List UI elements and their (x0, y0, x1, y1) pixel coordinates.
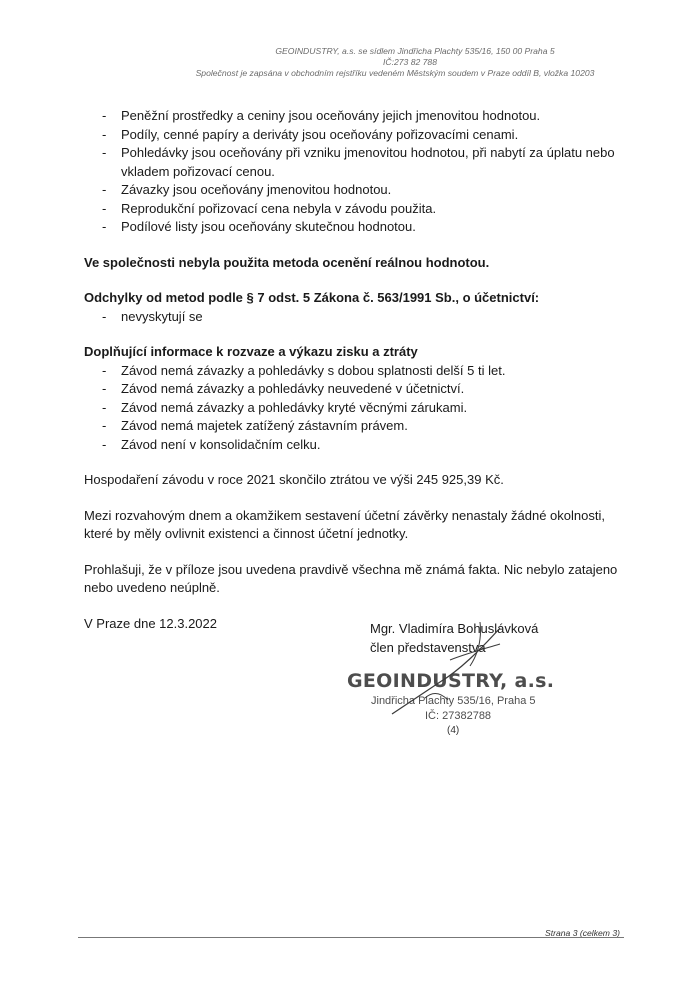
company-stamp (343, 668, 603, 748)
stamp-address: Jindřicha Plachty 535/16, Praha 5 (371, 695, 536, 707)
list-item: - nevyskytují se (84, 308, 624, 327)
list-item: - Závod nemá závazky a pohledávky kryté věcnými zárukami. (84, 399, 624, 418)
letterhead-company-line: GEOINDUSTRY, a.s. se sídlem Jindřicha Plachty 535/16, 150 00 Praha 5 (275, 46, 555, 56)
events-paragraph: Mezi rozvahovým dnem a okamžikem sestavení účetní závěrky nenastaly žádné okolnosti, které by měly ovlivnit existenci a činnost účetní jednotky. (84, 507, 605, 541)
document-body (84, 107, 624, 633)
page-number: Strana 3 (celkem 3) (545, 928, 620, 938)
list-item: - Závazky jsou oceňovány jmenovitou hodnotou. (84, 181, 624, 200)
supplementary-list (84, 362, 624, 455)
signatory-role: člen představenstva (370, 639, 486, 655)
signatory-block (370, 620, 630, 657)
list-item: - Podílové listy jsou oceňovány skutečnou hodnotou. (84, 218, 624, 237)
letterhead-ico-line: IČ:273 82 788 (383, 57, 437, 67)
signatory-name: Mgr. Vladimíra Bohuslávková (370, 621, 539, 636)
list-item: - Peněžní prostředky a ceniny jsou oceňovány jejich jmenovitou hodnotou. (84, 107, 624, 126)
fair-value-statement: Ve společnosti nebyla použita metoda ocenění reálnou hodnotou. (84, 254, 490, 270)
list-item: - Pohledávky jsou oceňovány při vzniku jmenovitou hodnotou, při nabytí za úplatu nebo vkladem pořizovací cenou. (84, 144, 624, 181)
list-item: - Reprodukční pořizovací cena nebyla v závodu použita. (84, 200, 624, 219)
result-paragraph: Hospodaření závodu v roce 2021 skončilo ztrátou ve výši 245 925,39 Kč. (84, 472, 504, 487)
stamp-company-name: GEOINDUSTRY, a.s. (347, 670, 555, 692)
stamp-ico: IČ: 27382788 (425, 710, 492, 722)
deviations-list (84, 308, 624, 327)
list-item: - Podíly, cenné papíry a deriváty jsou oceňovány pořizovacími cenami. (84, 126, 624, 145)
letterhead-registry-line: Společnost je zapsána v obchodním rejstříku vedeném Městským soudem v Praze oddíl B, vložka 10203 (195, 68, 595, 78)
list-item: - Závod není v konsolidačním celku. (84, 436, 624, 455)
declaration-paragraph: Prohlašuji, že v příloze jsou uvedena pravdivě všechna mě známá fakta. Nic nebylo zatajeno nebo uvedeno neúplně. (84, 561, 618, 595)
deviations-heading: Odchylky od metod podle § 7 odst. 5 Zákona č. 563/1991 Sb., o účetnictví: (84, 290, 540, 305)
list-item: - Závod nemá závazky a pohledávky s dobou splatnosti delší 5 ti let. (84, 362, 624, 381)
valuation-list (84, 107, 624, 237)
footer-divider (78, 937, 624, 938)
supplementary-heading: Doplňující informace k rozvaze a výkazu zisku a ztráty (84, 344, 418, 359)
place-date: V Praze dne 12.3.2022 (84, 615, 217, 631)
letterhead (0, 46, 700, 79)
stamp-number: (4) (447, 725, 460, 736)
list-item: - Závod nemá závazky a pohledávky neuvedené v účetnictví. (84, 380, 624, 399)
list-item: - Závod nemá majetek zatížený zástavním právem. (84, 417, 624, 436)
